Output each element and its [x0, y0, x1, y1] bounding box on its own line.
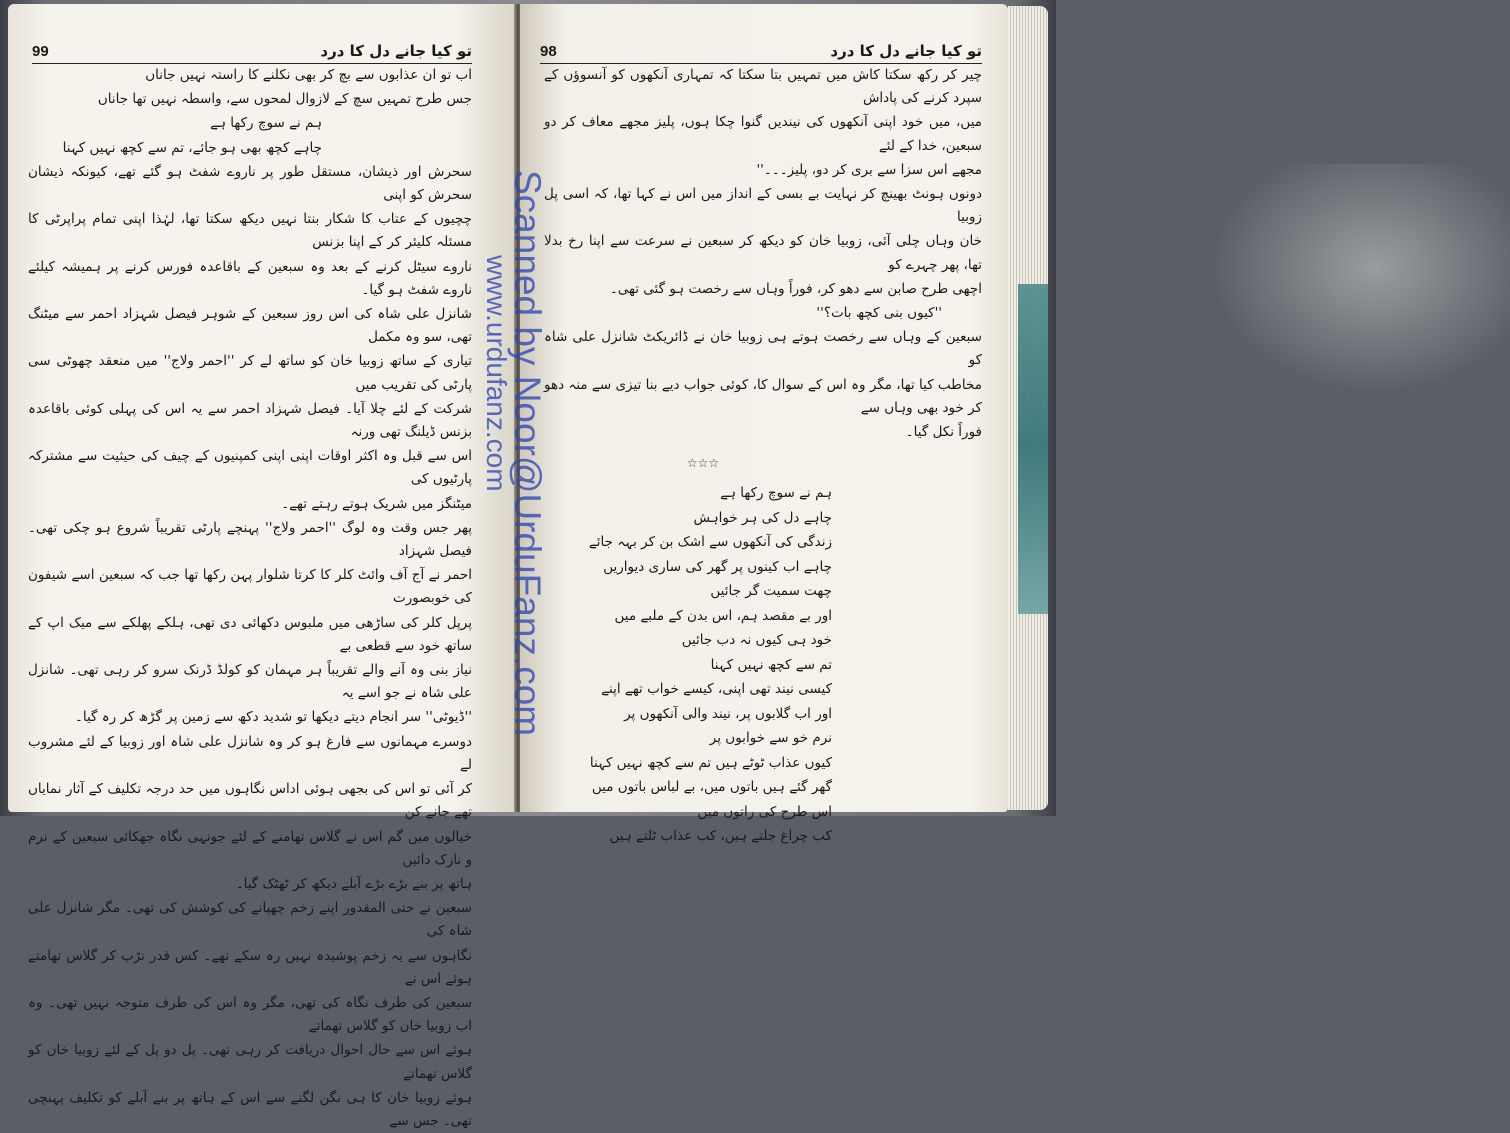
text-line: چاہے کچھ بھی ہو جائے، تم سے کچھ نہیں کہنا [62, 139, 322, 156]
left-page [8, 4, 516, 1129]
verse-line: کیسی نیند تھی اپنی، کیسے خواب تھے اپنے [601, 681, 832, 698]
text-line: کر آئی تو اس کی بجھی ہوئی اداس نگاہوں میں حد درجہ تکلیف کے آثار نمایاں تھے جانے کن [28, 781, 472, 821]
verse-line: کب چراغ جلتے ہیں، کب عذاب ٹلتے ہیں [609, 828, 832, 845]
text-line: ''کیوں بنی کچھ بات؟'' [816, 305, 942, 322]
scan-smudge [1210, 164, 1510, 394]
verse-line: اور بے مقصد ہم، اس بدن کے ملبے میں [614, 607, 832, 624]
verse-line: چھت سمیت گر جائیں [710, 583, 832, 600]
text-line: مجھے اس سزا سے بری کر دو، پلیز۔۔۔'' [756, 161, 982, 178]
text-line: نگاہوں سے یہ زخم پوشیدہ نہیں رہ سکے تھے۔ کس قدر تڑپ کر گلاس تھامتے ہوئے اس نے [28, 947, 472, 987]
text-line: ہوئے زوبیا خان کا ہی نگن لگنے سے اس کے ہاتھ پر بنے آبلے کو تکلیف پہنچی تھی۔ جس سے [28, 1089, 472, 1129]
left-page-body [28, 64, 472, 1133]
text-line: اب تو ان عذابوں سے بچ کر بھی نکلنے کا راستہ نہیں جاناں [145, 67, 472, 83]
verse-line: گھر گئے ہیں باتوں میں، بے لباس باتوں میں [591, 779, 832, 796]
site-watermark: www.urdufanz.com [481, 255, 512, 492]
text-line: سبعین کی طرف نگاہ کی تھی، مگر وہ اس کی طرف متوجہ نہیں تھی۔ وہ اب زوبیا خان کو گلاس تھماتے [28, 994, 472, 1035]
text-line: ہاتھ پر بنے بڑے بڑے آبلے دیکھ کر ٹھٹک گیا۔ [235, 875, 472, 892]
text-line: اس سے قبل وہ اکثر اوقات اپنی اپنی کمپنیوں کے چیف کی حیثیت سے مشترکہ پارٹیوں کی [28, 448, 472, 488]
text-line: نیاز بنی وہ آنے والے تقریباً ہر مہمان کو کولڈ ڈرنک سرو کر رہی تھی۔ شانزل علی شاہ نے جو اسے یہ [28, 662, 472, 702]
text-line: پرپل کلر کی ساڑھی میں ملبوس دکھائی دی تھی، ہلکے پھلکے سے میک اپ کے ساتھ خود سے قطعی بے [28, 614, 472, 654]
verse-line: اس طرح کی راتوں میں [697, 803, 832, 820]
text-line: جس طرح تمہیں سچ کے لازوال لمحوں سے، واسطہ نہیں تھا جاناں [97, 91, 472, 108]
text-line: دوسرے مہمانوں سے فارغ ہو کر وہ شانزل علی شاہ اور زوبیا کے لئے مشروب لے [28, 733, 472, 773]
text-line: شرکت کے لئے چلا آیا۔ فیصل شہزاد احمر سے یہ اس کی پہلی کوئی باقاعدہ بزنس ڈیلنگ تھی ورنہ [28, 400, 472, 441]
text-line: پھر جس وقت وہ لوگ ''احمر ولاج'' پہنچے پارٹی تقریباً شروع ہو چکی تھی۔ فیصل شہزاد [28, 519, 472, 560]
text-line: سبعین کے وہاں سے رخصت ہوتے ہی زوبیا خان نے ڈائریکٹ شانزل علی شاہ کو [544, 329, 982, 369]
running-title: تو کیا جانے دل کا درد [320, 42, 472, 60]
right-page-header [540, 24, 982, 64]
text-line: خیالوں میں گم اس نے گلاس تھامنے کے لئے جونہی نگاہ جھکائی سبعین کے نرم و نازک دائیں [28, 828, 472, 868]
text-line: میں، میں خود اپنی آنکھوں کی نیندیں گنوا چکا ہوں، پلیز مجھے معاف کر دو سبعین، خدا کے لئے [544, 114, 982, 154]
verse-line: تم سے کچھ نہیں کہنا [710, 656, 832, 673]
text-line: احمر نے آج آف وائٹ کلر کا کرتا شلوار پہن رکھا تھا جب کہ سبعین اسے شیفون کی خوبصورت [28, 567, 472, 607]
verse-line: خود ہی کیوں نہ دب جائیں [681, 632, 832, 649]
text-line: فوراً نکل گیا۔ [905, 424, 982, 441]
verse-line: چاہے دل کی ہر خواہش [693, 509, 832, 526]
text-line: اچھی طرح صابن سے دھو کر، فوراً وہاں سے رخصت ہو گئی تھی۔ [609, 280, 982, 297]
right-page-body [544, 64, 982, 849]
text-line: ''ڈیوٹی'' سر انجام دیتے دیکھا تو شدید دکھ سے زمین پر گڑھ کر رہ گیا۔ [74, 709, 472, 726]
text-line: سبعین نے حتی المقدور اپنے زخم چھپانے کی کوشش کی تھی۔ مگر شانزل علی شاہ کی [28, 900, 472, 940]
cover-edge [1018, 284, 1048, 614]
verse-line: نرم خو سے خوابوں پر [709, 730, 832, 747]
text-line: چیر کر رکھ سکتا کاش میں تمہیں بتا سکتا کہ تمہاری آنکھوں کو آنسوؤں کے سپرد کرنے کی پاداش [544, 67, 982, 107]
text-line: میٹنگز میں شریک ہوتے رہتے تھے۔ [281, 495, 472, 512]
text-line: خان وہاں چلی آئی، زوبیا خان کو دیکھ کر سبعین نے سرعت سے اپنا رخ بدلا تھا، پھر چہرے کو [544, 233, 982, 273]
scanner-credit-watermark: Scanned by Noor@UrduFanz.com [507, 170, 548, 737]
text-line: مخاطب کیا تھا، مگر وہ اس کے سوال کا، کوئی جواب دیے بنا تیزی سے منہ دھو کر خود بھی وہاں سے [544, 376, 982, 416]
text-line: چچیوں کے عتاب کا شکار بنتا نہیں دیکھ سکتا تھا، لہٰذا اپنی تمام پراپرٹی کا مسئلہ کلیئر کر کے اپنا بزنس [28, 211, 472, 251]
verse-line: چاہے اب کینوں پر گھر کی ساری دیواریں [603, 558, 832, 575]
page-number: 98 [540, 43, 557, 60]
text-line: دونوں ہونٹ بھینچ کر نہایت بے بسی کے انداز میں اس نے کہا تھا، کہ اسی پل زوبیا [544, 186, 982, 226]
section-break-stars: ☆☆☆ [686, 456, 720, 471]
page-number: 99 [32, 43, 49, 60]
left-page-header [32, 24, 472, 64]
verse-line: اور اب گلابوں پر، نیند والی آنکھوں پر [624, 705, 832, 722]
right-page [520, 4, 1008, 845]
verse-line: کیوں عذاب ٹوٹے ہیں تم سے کچھ نہیں کہنا [589, 754, 832, 771]
verse-line: ہم نے سوچ رکھا ہے [720, 485, 832, 502]
text-line: سحرش اور ذیشان، مستقل طور پر ناروے شفٹ ہو گئے تھے، کیونکہ ذیشان سحرش کو اپنی [28, 163, 472, 204]
text-line: تیاری کے ساتھ زوبیا خان کو ساتھ لے کر ''احمر ولاج'' میں منعقد چھوٹی سی پارٹی کی تقریب میں [28, 353, 472, 393]
poem-verse [544, 481, 982, 849]
text-line: شانزل علی شاہ کی اس روز سبعین کے شوہر فیصل شہزاد احمر سے میٹنگ تھی، سو وہ مکمل [28, 306, 472, 346]
verse-line: زندگی کی آنکھوں سے اشک بن کر بہہ جائے [588, 534, 832, 551]
running-title: تو کیا جانے دل کا درد [830, 42, 982, 60]
text-line: ہم نے سوچ رکھا ہے [210, 115, 322, 132]
text-line: ہوئے اس سے حال احوال دریافت کر رہی تھی۔ پل دو پل کے لئے زوبیا خان کو گلاس تھماتے [28, 1042, 472, 1082]
text-line: ناروے سیٹل کرنے کے بعد وہ سبعین کے باقاعدہ فورس کرنے پر ہمیشہ کیلئے ناروے شفٹ ہو گیا۔ [28, 258, 472, 298]
